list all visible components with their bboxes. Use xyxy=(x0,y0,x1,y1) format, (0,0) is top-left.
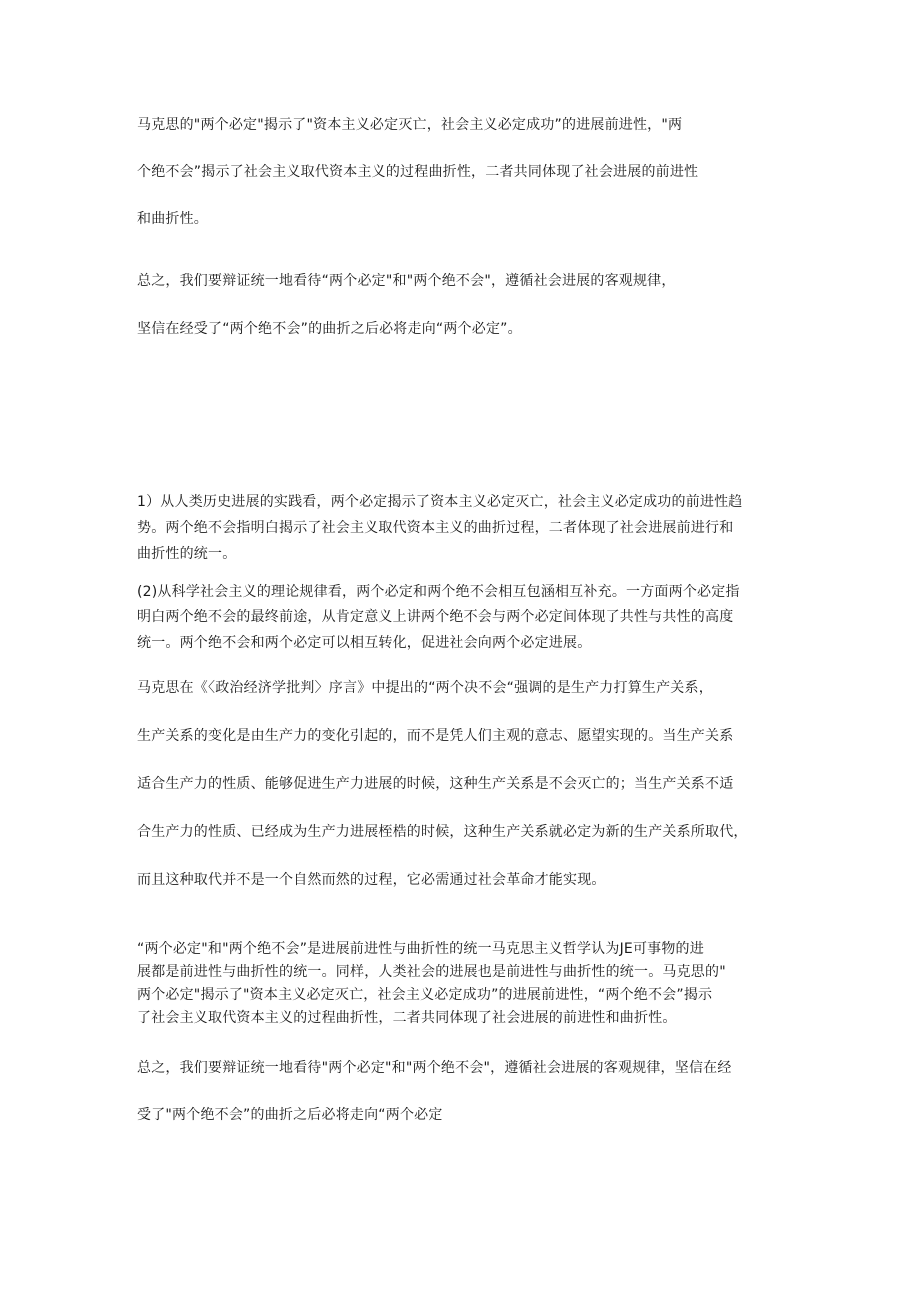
paragraph-line: 1）从人类历史进展的实践看，两个必定揭示了资本主义必定灭亡，社会主义必定成功的前进性趋 xyxy=(137,494,743,510)
paragraph-line: 而且这种取代并不是一个自然而然的过程，它必需通过社会革命才能实现。 xyxy=(137,872,606,888)
paragraph-line: 势。两个绝不会指明白揭示了社会主义取代资本主义的曲折过程，二者体现了社会进展前进行和 xyxy=(137,520,734,536)
paragraph-line: 马克思在《〈政治经济学批判〉序言》中提出的“两个决不会“强调的是生产力打算生产关系， xyxy=(137,680,713,696)
paragraph-line: 和曲折性。 xyxy=(137,211,208,227)
paragraph-line: 总之，我们要辩证统一地看待“两个必定"和"两个绝不会"，遵循社会进展的客观规律， xyxy=(137,273,676,289)
paragraph-line: 个绝不会”揭示了社会主义取代资本主义的过程曲折性，二者共同体现了社会进展的前进性 xyxy=(137,164,699,180)
paragraph-line: 马克思的"两个必定"揭示了"资本主义必定灭亡，社会主义必定成功”的进展前进性，"两 xyxy=(137,117,683,133)
paragraph-line: 总之，我们要辩证统一地看待"两个必定"和"两个绝不会"，遵循社会进展的客观规律，坚信在经 xyxy=(137,1060,732,1076)
paragraph-line: (2)从科学社会主义的理论规律看，两个必定和两个绝不会相互包涵相互补充。一方面两个必定指 xyxy=(137,584,740,600)
paragraph-line: 生产关系的变化是由生产力的变化引起的，而不是凭人们主观的意志、愿望实现的。当生产关系 xyxy=(137,728,734,744)
paragraph-line: 受了"两个绝不会”的曲折之后必将走向“两个必定 xyxy=(137,1107,443,1123)
paragraph-line: 适合生产力的性质、能够促进生产力进展的时候，这种生产关系是不会灭亡的；当生产关系不适 xyxy=(137,776,734,792)
paragraph-line: 明白两个绝不会的最终前途，从肯定意义上讲两个绝不会与两个必定间体现了共性与共性的高度 xyxy=(137,609,734,625)
paragraph-line: 统一。两个绝不会和两个必定可以相互转化，促进社会向两个必定进展。 xyxy=(137,635,592,651)
paragraph-line: “两个必定"和"两个绝不会”是进展前进性与曲折性的统一马克思主义哲学认为JE可事物的进 xyxy=(137,941,704,957)
paragraph-line: 坚信在经受了“两个绝不会”的曲折之后必将走向“两个必定”。 xyxy=(137,321,522,337)
paragraph-line: 合生产力的性质、已经成为生产力进展桎梏的时候，这种生产关系就必定为新的生产关系所取代， xyxy=(137,824,748,840)
paragraph-line: 两个必定"揭示了"资本主义必定灭亡，社会主义必定成功”的进展前进性，“两个绝不会”揭示 xyxy=(137,987,713,1003)
paragraph-line: 了社会主义取代资本主义的过程曲折性，二者共同体现了社会进展的前进性和曲折性。 xyxy=(137,1010,677,1026)
paragraph-line: 曲折性的统一。 xyxy=(137,546,237,562)
paragraph-line: 展都是前进性与曲折性的统一。同样，人类社会的进展也是前进性与曲折性的统一。马克思的" xyxy=(137,964,726,980)
